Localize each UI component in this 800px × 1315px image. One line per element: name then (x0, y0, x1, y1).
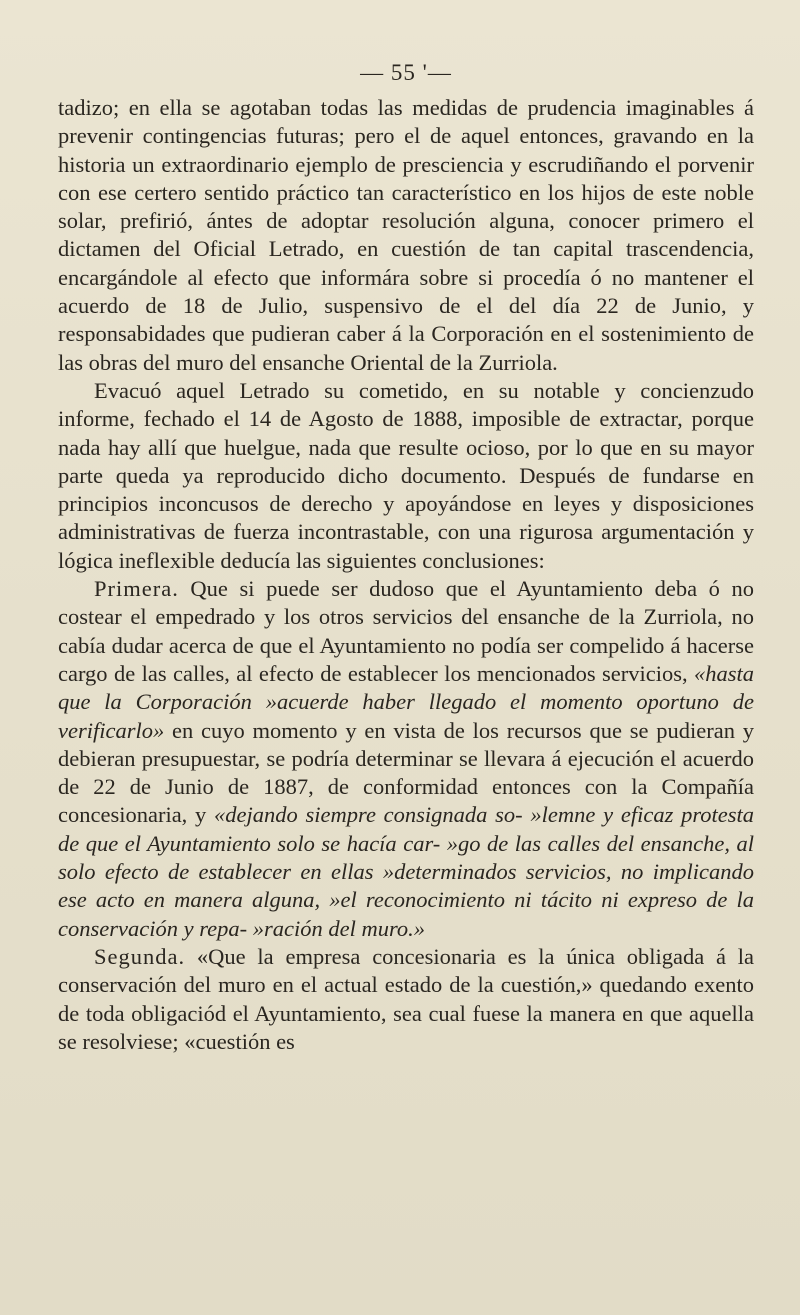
paragraph-2 (58, 377, 754, 575)
paragraph-4 (58, 943, 754, 1056)
paragraph-3-quote-a: «hasta que la Corporación »acuerde haber llegado el momento oportuno de verificarlo» (58, 660, 754, 743)
paragraph-4-heading: Segunda. (94, 943, 186, 969)
paragraph-1-text: tadizo; en ella se agotaban todas las medidas de prudencia imaginables á prevenir contingencias futuras; pero el de aquel entonces, gravando en la historia un extraordinario ejemplo de presciencia y escrudiñando el porvenir con ese certero sentido práctico tan característico en los hijos de este noble solar, prefirió, ántes de adoptar resolución alguna, conocer primero el dictamen del Oficial Letrado, en cuestión de tan capital trascendencia, encargándole al efecto que informára sobre si procedía ó no mantener el acuerdo de 18 de Julio, suspensivo de el del día 22 de Junio, y responsabidades que pudieran caber á la Corporación en el sostenimiento de las obras del muro del ensanche Oriental de la Zurriola. (58, 95, 754, 375)
paragraph-4-text: «Que la empresa concesionaria es la única obligada á la conservación del muro en el actual estado de la cuestión,» quedando exento de toda obligaciód el Ayuntamiento, sea cual fuese la manera en que aquella se resolviese; «cuestión es (58, 943, 754, 1054)
paragraph-3-quote-b: «dejando siempre consignada so- »lemne y eficaz protesta de que el Ayuntamiento solo se hacía car- »go de las calles del ensanche, al solo efecto de establecer en ellas »determinados servicios, no implicando ese acto en manera alguna, »el reconocimiento ni tácito ni expreso de la conservación y repa- »ración del muro.» (58, 802, 754, 941)
page-number: — 55 '— (360, 60, 452, 85)
paragraph-3-heading: Primera. (94, 576, 179, 602)
paragraph-3-text-b: en cuyo momento y en vista de los recursos que se pudieran y debieran presupuestar, se podría determinar se llevara á ejecución el acuerdo de 22 de Junio de 1887, de conformidad entonces con la Compañía concesionaria, y (58, 717, 754, 828)
paragraph-3-text-a: Que si puede ser dudoso que el Ayuntamiento deba ó no costear el empedrado y los otros servicios del ensanche de la Zurriola, no cabía dudar acerca de que el Ayuntamiento no podía ser compelido á hacerse cargo de las calles, al efecto de establecer los mencionados servicios, (58, 576, 754, 686)
paragraph-2-text: Evacuó aquel Letrado su cometido, en su notable y concienzudo informe, fechado el 14 de Agosto de 1888, imposible de extractar, porque nada hay allí que huelgue, nada que resulte ocioso, por lo que en su mayor parte queda ya reproducido dicho documento. Después de fundarse en principios inconcusos de derecho y apoyándose en leyes y disposiciones administrativas de fuerza incontrastable, con una rigurosa argumentación y lógica ineflexible deducía las siguientes conclusiones: (58, 377, 754, 573)
paragraph-1 (58, 94, 754, 377)
paragraph-3 (58, 575, 754, 943)
body-text (58, 94, 754, 1056)
